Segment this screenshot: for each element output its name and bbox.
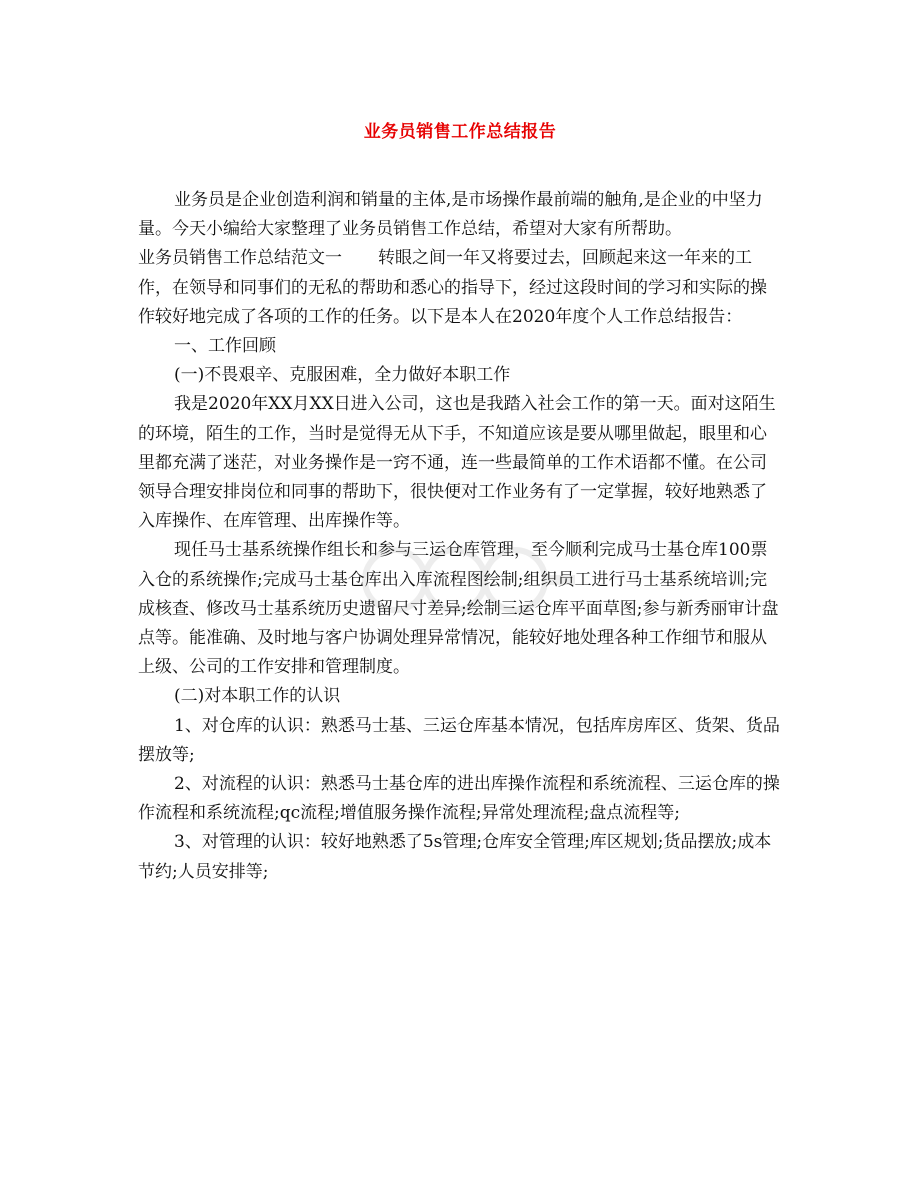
list-item-management: 3、对管理的认识：较好地熟悉了5s管理;仓库安全管理;库区规划;货品摆放;成本节约;人员安排等; (138, 832, 772, 882)
document-body (138, 186, 782, 887)
document-title: 业务员销售工作总结报告 (363, 122, 557, 142)
sample-paragraph (138, 244, 782, 332)
list-item-process: 2、对流程的认识：熟悉马士基仓库的进出库操作流程和系统流程、三运仓库的操作流程和系统流程;qc流程;增值服务操作流程;异常处理流程;盘点流程等; (138, 774, 780, 824)
subsection-heading-1: (一)不畏艰辛、克服困难，全力做好本职工作 (174, 365, 511, 386)
body-paragraph-2: 现任马士基系统操作组长和参与三运仓库管理，至今顺利完成马士基仓库100票入仓的系统操作;完成马士基仓库出入库流程图绘制;组织员工进行马士基系统培训;完成核查、修改马士基系统历史遗留尺寸差异;绘制三运仓库平面草图;参与新秀丽审计盘点等。能准确、及时地与客户协调处理异常情况，能较好地处理各种工作细节和服从上级、公司的工作安排和管理制度。 (138, 540, 779, 678)
sample-intro: 转眼之间一年又将要过去，回顾起来这一年来的工作，在领导和同事们的无私的帮助和悉心的指导下，经过这段时间的学习和实际的操作较好地完成了各项的工作的任务。以下是本人在2020年度个人工作总结报告： (138, 248, 767, 327)
body-paragraph-1: 我是2020年XX月XX日进入公司，这也是我踏入社会工作的第一天。面对这陌生的环境，陌生的工作，当时是觉得无从下手，不知道应该是要从哪里做起，眼里和心里都充满了迷茫，对业务操作是一窍不通，连一些最简单的工作术语都不懂。在公司领导合理安排岗位和同事的帮助下，很快便对工作业务有了一定掌握，较好地熟悉了入库操作、在库管理、出库操作等。 (138, 394, 776, 532)
list-item-warehouse: 1、对仓库的认识：熟悉马士基、三运仓库基本情况，包括库房库区、货架、货品摆放等; (138, 715, 780, 765)
sample-heading: 业务员销售工作总结范文一 (138, 248, 342, 269)
intro-paragraph: 业务员是企业创造利润和销量的主体,是市场操作最前端的触角,是企业的中坚力量。今天小编给大家整理了业务员销售工作总结，希望对大家有所帮助。 (138, 190, 763, 240)
subsection-heading-2: (二)对本职工作的认识 (174, 686, 341, 707)
section-heading-review: 一、工作回顾 (174, 336, 276, 357)
